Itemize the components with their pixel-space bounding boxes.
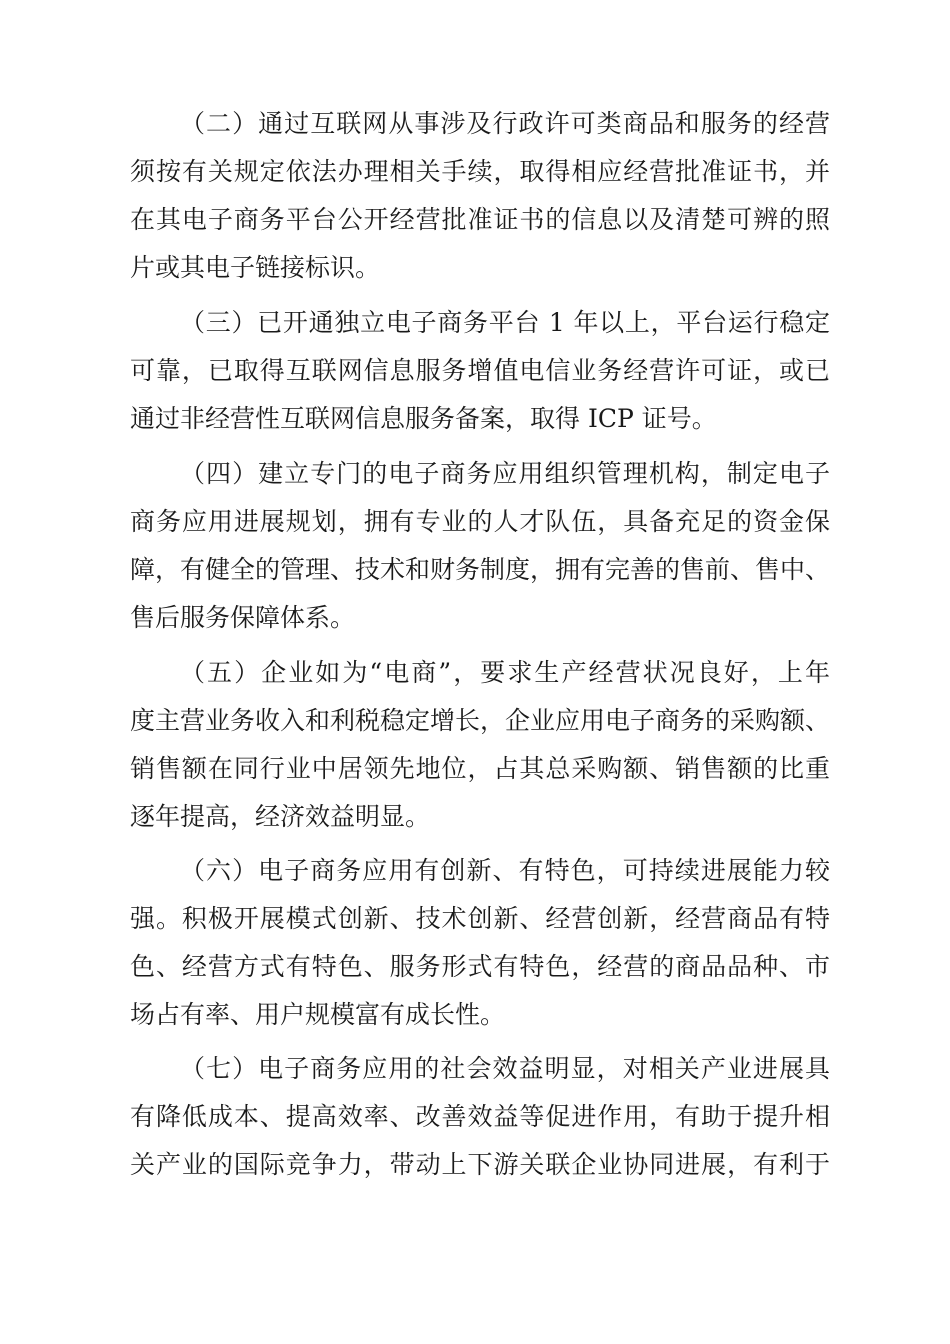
paragraph-3-line-3: 通过非经营性互联网信息服务备案，取得 ICP 证号。 bbox=[130, 404, 717, 433]
paragraph-4-line-4: 售后服务保障体系。 bbox=[130, 603, 356, 632]
paragraph-2-line-2: 须按有关规定依法办理相关手续，取得相应经营批准证书，并 bbox=[130, 157, 830, 186]
paragraph-7-line-3: 关产业的国际竞争力，带动上下游关联企业协同进展，有利于 bbox=[130, 1150, 830, 1179]
paragraph-5-line-4: 逐年提高，经济效益明显。 bbox=[130, 802, 431, 831]
paragraph-6-line-3: 色、经营方式有特色、服务形式有特色，经营的商品品种、市 bbox=[130, 952, 830, 981]
paragraph-7-line-2: 有降低成本、提高效率、改善效益等促进作用，有助于提升相 bbox=[130, 1102, 830, 1131]
paragraph-6-line-2: 强。积极开展模式创新、技术创新、经营创新，经营商品有特 bbox=[130, 904, 830, 933]
paragraph-5-line-3: 销售额在同行业中居领先地位，占其总采购额、销售额的比重 bbox=[130, 754, 830, 783]
paragraph-4-line-1: （四）建立专门的电子商务应用组织管理机构，制定电子 bbox=[180, 459, 830, 488]
paragraph-2-line-4: 片或其电子链接标识。 bbox=[130, 253, 381, 282]
paragraph-3-line-2: 可靠，已取得互联网信息服务增值电信业务经营许可证，或已 bbox=[130, 356, 830, 385]
paragraph-5-line-2: 度主营业务收入和利税稳定增长，企业应用电子商务的采购额、 bbox=[130, 706, 831, 735]
paragraph-6-line-4: 场占有率、用户规模富有成长性。 bbox=[130, 1000, 506, 1029]
paragraph-2-line-1: （二）通过互联网从事涉及行政许可类商品和服务的经营 bbox=[180, 109, 830, 138]
paragraph-6-line-1: （六）电子商务应用有创新、有特色，可持续进展能力较 bbox=[180, 856, 830, 885]
paragraph-3-line-1: （三）已开通独立电子商务平台 1 年以上，平台运行稳定 bbox=[180, 308, 830, 337]
paragraph-2-line-3: 在其电子商务平台公开经营批准证书的信息以及清楚可辨的照 bbox=[130, 205, 830, 234]
paragraph-5-line-1: （五）企业如为“电商”，要求生产经营状况良好，上年 bbox=[180, 658, 830, 687]
paragraph-7-line-1: （七）电子商务应用的社会效益明显，对相关产业进展具 bbox=[180, 1054, 830, 1083]
paragraph-4-line-3: 障，有健全的管理、技术和财务制度，拥有完善的售前、售中、 bbox=[130, 555, 831, 584]
paragraph-4-line-2: 商务应用进展规划，拥有专业的人才队伍，具备充足的资金保 bbox=[130, 507, 830, 536]
